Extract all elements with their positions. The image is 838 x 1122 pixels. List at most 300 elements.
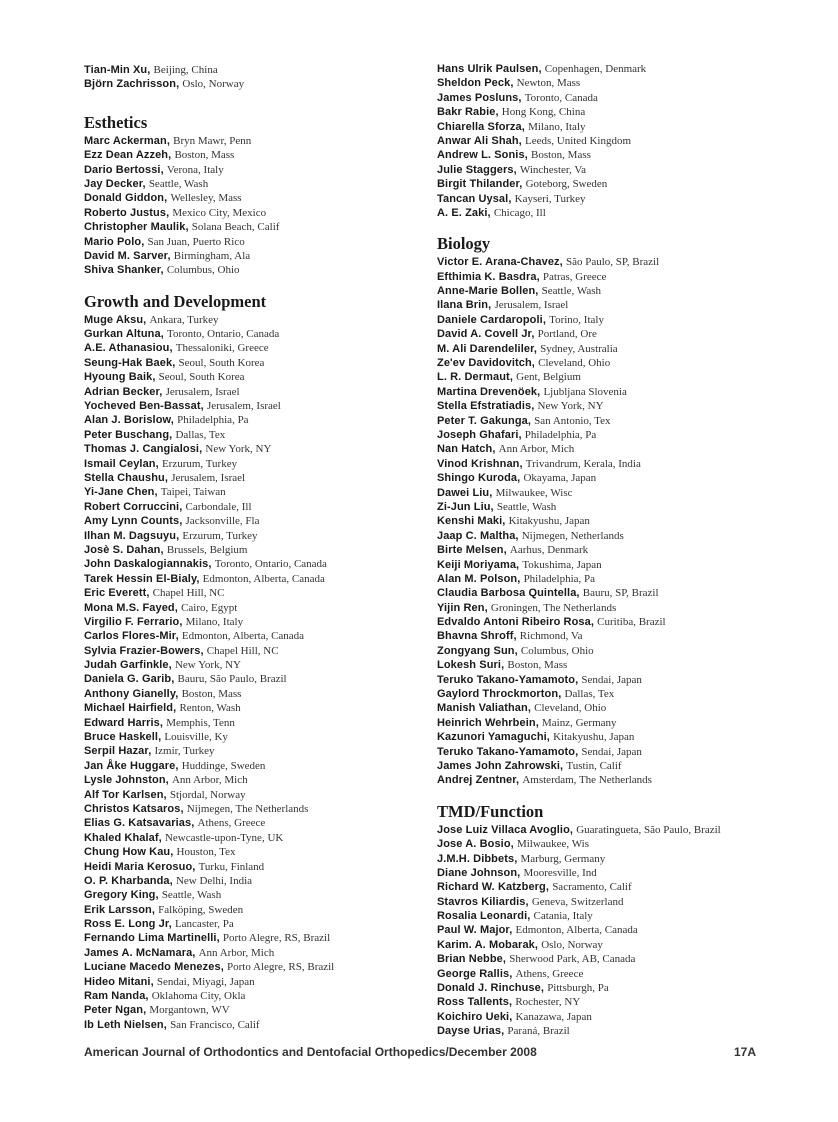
reviewer-entry — [437, 980, 777, 994]
journal-citation: American Journal of Orthodontics and Dentofacial Orthopedics/December 2008 — [84, 1045, 537, 1059]
reviewer-name: Seung-Hak Baek — [84, 356, 173, 369]
reviewer-name: Jose Luiz Villaca Avoglio — [437, 823, 570, 836]
reviewer-entry — [437, 571, 777, 585]
reviewer-name: J.M.H. Dibbets — [437, 852, 515, 865]
reviewer-name: James A. McNamara — [84, 946, 193, 959]
reviewer-name: Judah Garfinkle — [84, 659, 169, 672]
reviewer-name: Kenshi Maki — [437, 515, 503, 528]
reviewer-location: Stjordal, Norway — [169, 788, 246, 801]
separator: , — [175, 687, 182, 700]
reviewer-location: Paraná, Brazil — [507, 1025, 570, 1038]
reviewer-name: Anwar Ali Shah — [437, 134, 519, 147]
separator: , — [509, 996, 516, 1009]
reviewer-entry — [437, 836, 777, 850]
reviewer-entry — [437, 341, 777, 355]
reviewer-location: Athens, Greece — [197, 817, 266, 830]
reviewer-name: Bhavna Shroff — [437, 630, 514, 643]
reviewer-entry — [84, 76, 424, 90]
reviewer-location: Seattle, Wash — [148, 177, 209, 190]
reviewer-location: Nijmegen, Netherlands — [521, 529, 624, 542]
separator: , — [145, 990, 152, 1003]
reviewer-location: Nijmegen, The Netherlands — [186, 802, 309, 815]
reviewer-location: Ljubljana Slovenia — [543, 385, 627, 398]
reviewer-location: Solana Beach, Calif — [191, 221, 280, 234]
separator: , — [518, 91, 525, 104]
reviewer-name: Diane Johnson — [437, 866, 518, 879]
reviewer-name: Carlos Flores-Mir — [84, 630, 176, 643]
reviewer-entry — [437, 528, 777, 542]
separator: , — [174, 601, 182, 614]
reviewer-name: Alan J. Borislow — [84, 414, 171, 427]
reviewer-name: Hyoung Baik — [84, 371, 153, 384]
reviewer-location: Falköping, Sweden — [158, 903, 244, 916]
reviewer-name: Yocheved Ben-Bassat — [84, 400, 201, 413]
reviewer-entry — [437, 758, 777, 772]
reviewer-location: Winchester, Va — [519, 163, 587, 176]
separator: , — [527, 702, 535, 715]
reviewer-entry — [437, 772, 777, 786]
reviewer-location: Milano, Italy — [528, 120, 586, 133]
reviewer-location: Mooresville, Ind — [523, 866, 597, 879]
reviewer-entry — [84, 355, 424, 369]
reviewer-location: Sendai, Miyagi, Japan — [156, 975, 255, 988]
separator: , — [533, 342, 541, 355]
reviewer-name: Mona M.S. Fayed — [84, 601, 175, 614]
separator: , — [191, 817, 198, 830]
separator: , — [141, 235, 148, 248]
reviewer-name: Alf Tor Karlsen — [84, 788, 164, 801]
reviewer-name: A.E. Athanasiou — [84, 342, 170, 355]
separator: , — [192, 860, 199, 873]
reviewer-name: Christopher Maulik — [84, 221, 186, 234]
reviewer-name: Tian-Min Xu — [84, 64, 148, 76]
separator: , — [546, 731, 554, 744]
reviewer-name: Ib Leth Nielsen — [84, 1018, 164, 1031]
reviewer-name: Marc Ackerman — [84, 134, 167, 147]
separator: , — [163, 1018, 171, 1031]
reviewer-name: Tancan Uysal — [437, 192, 509, 205]
reviewer-location: Chapel Hill, NC — [206, 644, 279, 657]
section — [437, 802, 777, 1038]
reviewer-name: M. Ali Darendeliler — [437, 342, 534, 355]
separator: , — [168, 918, 175, 931]
reviewer-name: O. P. Kharbanda — [84, 874, 170, 887]
reviewer-name: Gregory King — [84, 889, 156, 902]
reviewer-entry — [84, 398, 424, 412]
reviewer-name: Zi-Jun Liu — [437, 500, 491, 513]
reviewer-entry — [84, 974, 424, 988]
reviewer-location: Portland, Ore — [537, 328, 597, 341]
separator: , — [164, 471, 172, 484]
separator: , — [514, 644, 521, 657]
separator: , — [509, 924, 516, 937]
separator: , — [160, 264, 167, 277]
reviewer-entry — [437, 104, 777, 118]
separator: , — [531, 400, 538, 413]
reviewer-entry — [84, 190, 424, 204]
reviewer-name: David M. Sarver — [84, 249, 168, 262]
separator: , — [172, 356, 179, 369]
reviewer-location: Amsterdam, The Netherlands — [522, 774, 652, 787]
reviewer-name: Jaap C. Maltha — [437, 529, 516, 542]
reviewer-location: Leeds, United Kingdom — [524, 134, 631, 147]
reviewer-entry — [437, 312, 777, 326]
reviewer-name: Jay Decker — [84, 177, 143, 190]
separator: , — [152, 371, 159, 384]
separator: , — [179, 500, 186, 513]
separator: , — [168, 659, 175, 672]
reviewer-name: Teruko Takano-Yamamoto — [437, 745, 576, 758]
reviewer-location: New York, NY — [174, 659, 241, 672]
reviewer-entry — [437, 715, 777, 729]
reviewer-entry — [437, 384, 777, 398]
separator: , — [502, 953, 510, 966]
separator: , — [208, 558, 215, 571]
separator: , — [576, 587, 583, 600]
reviewer-name: Sheldon Peck — [437, 77, 511, 90]
reviewer-name: Brian Nebbe — [437, 953, 503, 966]
reviewer-location: Richmond, Va — [519, 630, 583, 643]
reviewer-entry — [437, 628, 777, 642]
reviewer-name: Ilana Brin — [437, 299, 489, 312]
reviewer-location: Kitakyushu, Japan — [508, 515, 590, 528]
reviewer-name: Rosalia Leonardi — [437, 910, 528, 923]
reviewer-name: Hans Ulrik Paulsen — [437, 63, 539, 75]
reviewer-entry — [84, 499, 424, 513]
reviewer-entry — [437, 1023, 777, 1037]
reviewer-entry — [437, 851, 777, 865]
reviewer-location: Erzurum, Turkey — [182, 529, 258, 542]
separator: , — [192, 946, 199, 959]
reviewer-name: Sylvia Frazier-Bowers — [84, 644, 201, 657]
reviewer-entry — [84, 147, 424, 161]
section — [84, 113, 424, 277]
reviewer-entry — [84, 787, 424, 801]
reviewer-location: Bryn Mawr, Penn — [173, 134, 252, 147]
reviewer-location: Newcastle-upon-Tyne, UK — [164, 831, 284, 844]
reviewer-name: George Rallis — [437, 967, 510, 980]
reviewer-location: Renton, Wash — [179, 702, 241, 715]
separator: , — [170, 846, 177, 859]
page-number: 17A — [733, 1045, 756, 1059]
reviewer-entry — [84, 470, 424, 484]
reviewer-entry — [84, 743, 424, 757]
reviewer-location: Milwaukee, Wis — [516, 838, 590, 851]
separator: , — [560, 759, 567, 772]
separator: , — [509, 1010, 516, 1023]
reviewer-location: Kanazawa, Japan — [515, 1010, 592, 1023]
separator: , — [175, 630, 182, 643]
reviewer-location: Toronto, Ontario, Canada — [167, 328, 280, 341]
separator: , — [503, 544, 510, 557]
reviewer-name: Bakr Rabie — [437, 106, 496, 119]
reviewer-location: Tokushima, Japan — [522, 558, 602, 571]
reviewer-name: John Daskalogiannakis — [84, 558, 209, 571]
reviewer-entry — [84, 1002, 424, 1016]
reviewer-location: Oslo, Norway — [182, 78, 245, 91]
reviewer-entry — [437, 557, 777, 571]
separator: , — [143, 313, 150, 326]
reviewer-location: Wellesley, Mass — [170, 192, 242, 205]
reviewer-entry — [84, 571, 424, 585]
section-heading: Biology — [437, 234, 491, 254]
page-footer — [84, 1045, 756, 1059]
section — [437, 61, 777, 219]
reviewer-location: Cleveland, Ohio — [534, 702, 607, 715]
reviewer-location: Catania, Italy — [533, 910, 593, 923]
reviewer-name: Fernando Lima Martinelli — [84, 932, 217, 945]
reviewer-location: Pittsburgh, Pa — [547, 982, 609, 995]
reviewer-entry — [437, 162, 777, 176]
separator: , — [166, 206, 173, 219]
separator: , — [169, 874, 176, 887]
reviewer-name: Robert Corruccini — [84, 500, 180, 513]
reviewer-entry — [437, 283, 777, 297]
reviewer-name: Shiva Shanker — [84, 264, 161, 277]
separator: , — [518, 428, 525, 441]
reviewer-name: Luciane Macedo Menezes — [84, 961, 221, 974]
reviewer-location: Groningen, The Netherlands — [490, 601, 617, 614]
reviewer-name: Heidi Maria Kerosuo — [84, 860, 193, 873]
reviewer-location: Gent, Belgium — [516, 371, 581, 384]
reviewer-location: Patras, Greece — [542, 270, 607, 283]
reviewer-location: Seattle, Wash — [496, 500, 557, 513]
separator: , — [513, 630, 520, 643]
reviewer-location: Hong Kong, China — [501, 106, 586, 119]
separator: , — [517, 572, 524, 585]
reviewer-name: Thomas J. Cangialosi — [84, 443, 200, 456]
reviewer-entry — [437, 700, 777, 714]
reviewer-name: Ezz Dean Azzeh — [84, 149, 169, 162]
reviewer-entry — [84, 585, 424, 599]
separator: , — [540, 982, 548, 995]
separator: , — [216, 932, 223, 945]
reviewer-name: Bruce Haskell — [84, 731, 159, 744]
separator: , — [168, 149, 175, 162]
separator: , — [513, 163, 520, 176]
reviewer-location: Turku, Finland — [198, 860, 265, 873]
reviewer-entry — [437, 657, 777, 671]
reviewer-name: Shingo Kuroda — [437, 472, 518, 485]
reviewer-name: Stella Efstratiadis — [437, 400, 532, 413]
reviewer-name: Hideo Mitani — [84, 975, 151, 988]
reviewer-name: Adrian Becker — [84, 385, 160, 398]
reviewer-name: Amy Lynn Counts — [84, 515, 180, 528]
reviewer-name: Edward Harris — [84, 716, 160, 729]
reviewer-entry — [84, 657, 424, 671]
right-column — [437, 61, 777, 1038]
reviewer-location: Athens, Greece — [515, 967, 584, 980]
separator: , — [535, 716, 542, 729]
reviewer-location: Okayama, Japan — [523, 472, 597, 485]
section — [437, 234, 777, 786]
reviewer-location: Sendai, Japan — [581, 745, 642, 758]
reviewer-location: Chapel Hill, NC — [152, 587, 225, 600]
reviewer-location: Lancaster, Pa — [174, 918, 234, 931]
reviewer-location: San Antonio, Tex — [534, 414, 611, 427]
separator: , — [176, 529, 183, 542]
separator: , — [158, 731, 165, 744]
reviewer-name: Birte Melsen — [437, 544, 504, 557]
reviewer-entry — [437, 61, 777, 75]
reviewer-entry — [84, 916, 424, 930]
reviewer-location: Jacksonville, Fla — [185, 515, 260, 528]
reviewer-location: Toronto, Ontario, Canada — [214, 558, 327, 571]
separator: , — [159, 385, 166, 398]
reviewer-name: Victor E. Arana-Chavez — [437, 256, 560, 269]
reviewer-name: Ross E. Long Jr — [84, 918, 169, 931]
reviewer-entry — [437, 600, 777, 614]
separator: , — [169, 342, 176, 355]
reviewer-location: Marburg, Germany — [520, 852, 606, 865]
reviewer-location: Brussels, Belgium — [166, 543, 248, 556]
reviewer-location: Oklahoma City, Okla — [151, 990, 246, 1003]
separator: , — [175, 759, 182, 772]
reviewer-location: São Paulo, SP, Brazil — [565, 256, 660, 269]
separator: , — [151, 903, 159, 916]
reviewer-entry — [84, 715, 424, 729]
reviewer-location: Boston, Mass — [507, 659, 568, 672]
reviewer-location: Porto Alegre, RS, Brazil — [227, 961, 335, 974]
reviewer-name: Anne-Marie Bollen — [437, 285, 536, 298]
reviewer-entry — [84, 326, 424, 340]
reviewer-location: Boston, Mass — [531, 149, 591, 162]
reviewer-entry — [84, 758, 424, 772]
separator: , — [559, 256, 566, 269]
separator: , — [537, 385, 544, 398]
reviewer-name: Koichiro Ueki — [437, 1010, 510, 1023]
reviewer-name: Lysle Johnston — [84, 774, 166, 787]
separator: , — [569, 823, 577, 836]
reviewer-name: Teruko Takano-Yamamoto — [437, 673, 576, 686]
reviewer-entry — [84, 248, 424, 262]
reviewer-entry — [84, 902, 424, 916]
separator: , — [509, 371, 517, 384]
reviewer-location: Seattle, Wash — [161, 889, 222, 902]
reviewer-entry — [437, 894, 777, 908]
reviewer-name: Jose A. Bosio — [437, 838, 511, 851]
reviewer-name: Lokesh Suri — [437, 659, 502, 672]
separator: , — [502, 515, 509, 528]
separator: , — [150, 975, 157, 988]
reviewer-location: Columbus, Ohio — [520, 644, 594, 657]
reviewer-entry — [84, 844, 424, 858]
reviewer-name: Richard W. Katzberg — [437, 881, 546, 894]
reviewer-name: David A. Covell Jr — [437, 328, 532, 341]
separator: , — [516, 558, 523, 571]
separator: , — [501, 659, 508, 672]
separator: , — [143, 1004, 150, 1017]
reviewer-location: Bauru, SP, Brazil — [582, 587, 659, 600]
reviewer-location: Mainz, Germany — [542, 716, 617, 729]
reviewer-entry — [437, 470, 777, 484]
left-column — [84, 62, 424, 1031]
separator: , — [147, 64, 154, 76]
reviewer-name: Peter Buschang — [84, 428, 170, 441]
separator: , — [488, 299, 495, 312]
reviewer-entry — [437, 355, 777, 369]
reviewer-entry — [437, 951, 777, 965]
reviewer-location: Seoul, South Korea — [178, 356, 265, 369]
reviewer-entry — [84, 312, 424, 326]
reviewer-name: Anthony Gianelly — [84, 687, 176, 700]
reviewer-entry — [437, 922, 777, 936]
separator: , — [516, 774, 523, 787]
section-heading: TMD/Function — [437, 801, 544, 821]
reviewer-name: Ismail Ceylan — [84, 457, 156, 470]
separator: , — [542, 313, 550, 326]
separator: , — [489, 486, 496, 499]
separator: , — [517, 866, 524, 879]
reviewer-entry — [84, 234, 424, 248]
reviewer-name: L. R. Dermaut — [437, 371, 510, 384]
reviewer-location: Aarhus, Denmark — [509, 544, 589, 557]
reviewer-entry — [84, 369, 424, 383]
reviewer-name: Vinod Krishnan — [437, 457, 520, 470]
reviewer-name: Claudia Barbosa Quintella — [437, 587, 577, 600]
reviewer-entry — [437, 205, 777, 219]
reviewer-location: Jerusalem, Israel — [494, 299, 569, 312]
separator: , — [509, 967, 516, 980]
separator: , — [196, 572, 203, 585]
separator: , — [531, 328, 538, 341]
reviewer-name: Nan Hatch — [437, 443, 493, 456]
reviewer-location: Ann Arbor, Mich — [171, 774, 248, 787]
reviewer-location: Verona, Italy — [166, 163, 224, 176]
reviewer-location: Izmir, Turkey — [154, 745, 215, 758]
reviewer-name: James Posluns — [437, 91, 519, 104]
reviewer-location: Toronto, Canada — [524, 91, 598, 104]
reviewer-entry — [437, 369, 777, 383]
reviewer-name: Peter T. Gakunga — [437, 414, 528, 427]
reviewer-location: Louisville, Ky — [164, 731, 228, 744]
reviewer-name: James John Zahrowski — [437, 759, 561, 772]
reviewer-name: Keiji Moriyama — [437, 558, 517, 571]
reviewer-location: Huddinge, Sweden — [181, 759, 266, 772]
reviewer-location: Oslo, Norway — [541, 938, 603, 951]
reviewer-entry — [437, 133, 777, 147]
reviewer-location: Philadelphia, Pa — [177, 414, 249, 427]
reviewer-entry — [84, 859, 424, 873]
reviewer-name: Donald Giddon — [84, 192, 165, 205]
separator: , — [525, 895, 532, 908]
reviewer-name: Edvaldo Antoni Ribeiro Rosa — [437, 616, 591, 629]
separator: , — [535, 285, 542, 298]
separator: , — [146, 587, 153, 600]
reviewer-location: Erzurum, Turkey — [161, 457, 238, 470]
reviewer-name: Erik Larsson — [84, 903, 152, 916]
reviewer-entry — [84, 176, 424, 190]
reviewer-entry — [84, 772, 424, 786]
reviewer-location: Memphis, Tenn — [166, 716, 235, 729]
separator: , — [545, 881, 553, 894]
reviewer-location: Jerusalem, Israel — [206, 400, 281, 413]
reviewer-entry — [437, 614, 777, 628]
reviewer-entry — [437, 413, 777, 427]
reviewer-location: Torino, Italy — [549, 313, 604, 326]
separator: , — [199, 443, 206, 456]
reviewer-entry — [437, 908, 777, 922]
reviewer-location: Jerusalem, Israel — [165, 385, 240, 398]
separator: , — [515, 529, 522, 542]
separator: , — [179, 515, 186, 528]
separator: , — [173, 702, 180, 715]
reviewer-entry — [437, 937, 777, 951]
separator: , — [159, 716, 167, 729]
reviewer-location: Copenhagen, Denmark — [544, 63, 647, 75]
reviewer-name: Peter Ngan — [84, 1004, 144, 1017]
reviewer-name: Martina Drevenöek — [437, 385, 538, 398]
